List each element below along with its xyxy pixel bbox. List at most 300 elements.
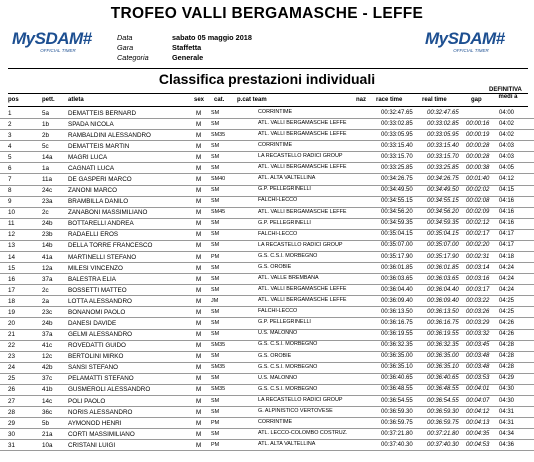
cell-pos: 6: [8, 164, 12, 172]
cell-race-time: 00:35:07.00: [381, 242, 413, 249]
cell-atleta: DELLA TORRE FRANCESCO: [68, 242, 153, 250]
cell-team: FALCHI-LECCO: [258, 230, 298, 237]
cell-team: ATL. VALLI BERGAMASCHE LEFFE: [258, 130, 347, 137]
cell-gap: 00:04:07: [466, 397, 490, 404]
cell-race-time: 00:37:40.30: [381, 441, 413, 448]
table-row: [0, 219, 534, 230]
cell-real-time: 00:36:54.55: [427, 397, 459, 404]
cell-atleta: MAGRI LUCA: [68, 153, 108, 161]
table-row: [0, 440, 534, 451]
cell-atleta: BERTOLINI MIRKO: [68, 353, 124, 361]
cell-pos: 23: [8, 353, 16, 361]
logo-brand-text: MySDAM: [12, 29, 83, 48]
cell-real-time: 00:36:35.00: [427, 353, 459, 360]
header-naz: naz: [356, 97, 367, 103]
cell-cat: SM: [211, 264, 220, 271]
cell-pett: 12a: [42, 264, 53, 272]
cell-pett: 2c: [42, 209, 49, 217]
cell-cat: SM: [211, 408, 220, 415]
cell-atleta: ZANABONI MASSIMILIANO: [68, 209, 148, 217]
cell-sex: M: [196, 109, 202, 117]
cell-race-time: 00:34:59.35: [381, 220, 413, 227]
table-row: [0, 241, 534, 252]
cell-gap: 00:04:53: [466, 441, 490, 448]
cell-cat: JM: [211, 297, 219, 304]
cell-medi: 04:15: [499, 187, 515, 194]
cell-race-time: 00:36:59.30: [381, 408, 413, 415]
cell-medi: 04:31: [499, 408, 515, 415]
cell-gap: 00:03:17: [466, 286, 490, 293]
meta-label-data: Data: [117, 33, 133, 42]
meta-labels: [117, 33, 149, 63]
table-row: [0, 341, 534, 352]
table-row: [0, 429, 534, 440]
cell-pett: 37c: [42, 375, 53, 383]
cell-race-time: 00:33:15.70: [381, 153, 413, 160]
cell-sex: M: [196, 419, 202, 427]
cell-team: U.S. MALONNO: [258, 374, 298, 381]
logo-subtext: OFFICIAL TIMER: [40, 48, 76, 53]
cell-pos: 19: [8, 308, 16, 316]
header-atleta: atleta: [68, 97, 84, 103]
cell-pett: 23b: [42, 231, 53, 239]
cell-pos: 18: [8, 297, 16, 305]
cell-race-time: 00:36:19.55: [381, 331, 413, 338]
cell-sex: M: [196, 364, 202, 372]
table-row: [0, 174, 534, 185]
cell-cat: SM: [211, 397, 220, 404]
cell-race-time: 00:35:04.15: [381, 231, 413, 238]
cell-atleta: DEMATTEIS MARTIN: [68, 142, 130, 150]
cell-race-time: 00:36:54.55: [381, 397, 413, 404]
cell-sex: M: [196, 286, 202, 294]
cell-cat: SM35: [211, 364, 226, 371]
cell-real-time: 00:32:47.65: [427, 109, 459, 116]
cell-race-time: 00:33:02.85: [381, 120, 413, 127]
cell-pos: 8: [8, 187, 12, 195]
cell-race-time: 00:33:15.40: [381, 142, 413, 149]
cell-medi: 04:02: [499, 131, 515, 138]
cell-sex: M: [196, 253, 202, 261]
table-row: [0, 197, 534, 208]
cell-gap: 00:00:28: [466, 153, 490, 160]
table-row: [0, 330, 534, 341]
cell-race-time: 00:36:59.75: [381, 419, 413, 426]
cell-race-time: 00:36:32.35: [381, 342, 413, 349]
cell-sex: M: [196, 131, 202, 139]
cell-pett: 1a: [42, 164, 50, 172]
cell-sex: M: [196, 153, 202, 161]
table-row: [0, 296, 534, 307]
cell-medi: 04:26: [499, 319, 515, 326]
cell-pett: 11a: [42, 175, 53, 183]
cell-medi: 04:30: [499, 386, 515, 393]
cell-sex: M: [196, 441, 202, 449]
cell-cat: SM40: [211, 175, 226, 182]
table-row: [0, 141, 534, 152]
cell-cat: SM: [211, 242, 220, 249]
cell-cat: SM45: [211, 209, 226, 216]
cell-real-time: 00:36:13.50: [427, 308, 459, 315]
cell-sex: M: [196, 209, 202, 217]
cell-sex: M: [196, 353, 202, 361]
cell-pett: 14c: [42, 397, 53, 405]
cell-pett: 36c: [42, 408, 53, 416]
logo-mark-icon: #: [82, 29, 92, 48]
cell-pett: 41c: [42, 342, 53, 350]
cell-atleta: BOTTARELLI ANDREA: [68, 220, 134, 228]
cell-real-time: 00:36:40.65: [427, 375, 459, 382]
cell-pos: 22: [8, 342, 16, 350]
table-row: [0, 152, 534, 163]
cell-real-time: 00:35:04.15: [427, 231, 459, 238]
cell-gap: 00:04:35: [466, 430, 490, 437]
cell-real-time: 00:36:48.55: [427, 386, 459, 393]
cell-team: LA RECASTELLO RADICI GROUP: [258, 396, 343, 403]
cell-team: ATL. VALLI BERGAMASCHE LEFFE: [258, 164, 347, 171]
cell-team: G. ALPINISTICO VERTOVESE: [258, 407, 333, 414]
meta-value-categoria: Generale: [172, 53, 204, 62]
meta-label-categoria: Categoria: [117, 53, 149, 62]
cell-cat: SM: [211, 308, 220, 315]
header-pos: pos: [8, 97, 19, 103]
results-table: [0, 108, 534, 451]
cell-atleta: BOSSETTI MATTEO: [68, 286, 127, 294]
cell-medi: 04:28: [499, 342, 515, 349]
header-medi: medi a: [498, 94, 518, 100]
cell-race-time: 00:33:05.95: [381, 131, 413, 138]
table-row: [0, 418, 534, 429]
cell-atleta: SANSI STEFANO: [68, 364, 119, 372]
cell-gap: 00:02:02: [466, 187, 490, 194]
cell-atleta: MARTINELLI STEFANO: [68, 253, 137, 261]
cell-cat: SM35: [211, 131, 226, 138]
cell-medi: 04:26: [499, 331, 515, 338]
cell-race-time: 00:34:55.15: [381, 198, 413, 205]
cell-atleta: DEMATTEIS BERNARD: [68, 109, 137, 117]
cell-team: ATL. VALLI BERGAMASCHE LEFFE: [258, 119, 347, 126]
cell-team: LA RECASTELLO RADICI GROUP: [258, 241, 343, 248]
logo-mark-icon: #: [495, 29, 505, 48]
table-row: [0, 307, 534, 318]
cell-real-time: 00:34:49.50: [427, 187, 459, 194]
header-cat: cat.: [214, 97, 225, 103]
cell-cat: SM: [211, 142, 220, 149]
cell-atleta: CRISTANI LUIGI: [68, 441, 116, 449]
cell-gap: 00:02:08: [466, 198, 490, 205]
cell-pos: 21: [8, 331, 16, 339]
cell-cat: SM: [211, 153, 220, 160]
mysdam-logo-left: [12, 30, 104, 56]
cell-gap: 00:03:48: [466, 364, 490, 371]
cell-real-time: 00:34:56.20: [427, 209, 459, 216]
divider-header-bottom: [8, 106, 528, 107]
cell-team: G.P. PELLEGRINELLI: [258, 219, 311, 226]
cell-medi: 04:34: [499, 430, 515, 437]
cell-medi: 04:25: [499, 297, 515, 304]
cell-atleta: LOTTA ALESSANDRO: [68, 297, 132, 305]
cell-race-time: 00:35:17.90: [381, 253, 413, 260]
cell-pos: 28: [8, 408, 16, 416]
cell-pos: 30: [8, 430, 16, 438]
cell-team: ATL. ALTA VALTELLINA: [258, 175, 316, 182]
cell-team: ATL. ALTA VALTELLINA: [258, 441, 316, 448]
cell-medi: 04:03: [499, 142, 515, 149]
cell-cat: SM: [211, 109, 220, 116]
cell-gap: 00:03:32: [466, 331, 490, 338]
cell-team: ATL. VALLI BERGAMASCHE LEFFE: [258, 286, 347, 293]
cell-team: LA RECASTELLO RADICI GROUP: [258, 153, 343, 160]
cell-team: G.S. C.S.I. MORBEGNO: [258, 385, 318, 392]
cell-race-time: 00:36:16.75: [381, 319, 413, 326]
cell-race-time: 00:36:13.50: [381, 308, 413, 315]
cell-gap: 00:02:20: [466, 242, 490, 249]
cell-team: G.P. PELLEGRINELLI: [258, 319, 311, 326]
table-row: [0, 186, 534, 197]
cell-team: CORRINTIME: [258, 108, 293, 115]
page-title: Classifica prestazioni individuali: [158, 71, 376, 87]
table-row: [0, 230, 534, 241]
cell-real-time: 00:34:26.75: [427, 175, 459, 182]
cell-real-time: 00:36:01.85: [427, 264, 459, 271]
cell-sex: M: [196, 397, 202, 405]
cell-gap: 00:02:31: [466, 253, 490, 260]
cell-cat: SM: [211, 120, 220, 127]
cell-atleta: RADAELLI EROS: [68, 231, 119, 239]
cell-team: FALCHI-LECCO: [258, 197, 298, 204]
cell-race-time: 00:34:26.75: [381, 175, 413, 182]
cell-team: G.S. OROBIE: [258, 352, 292, 359]
cell-medi: 04:36: [499, 441, 515, 448]
cell-medi: 04:28: [499, 353, 515, 360]
cell-sex: M: [196, 386, 202, 394]
cell-sex: M: [196, 242, 202, 250]
cell-race-time: 00:36:03.65: [381, 275, 413, 282]
cell-atleta: GELMI ALESSANDRO: [68, 331, 133, 339]
table-row: [0, 374, 534, 385]
cell-pos: 20: [8, 319, 16, 327]
meta-label-gara: Gara: [117, 43, 134, 52]
cell-pos: 31: [8, 441, 16, 449]
cell-pett: 24c: [42, 187, 53, 195]
cell-cat: SM: [211, 319, 220, 326]
cell-cat: SM: [211, 164, 220, 171]
cell-real-time: 00:33:02.85: [427, 120, 459, 127]
cell-race-time: 00:34:49.50: [381, 187, 413, 194]
cell-race-time: 00:34:56.20: [381, 209, 413, 216]
cell-cat: SM: [211, 220, 220, 227]
header-sex: sex: [194, 97, 205, 103]
cell-cat: PM: [211, 253, 220, 260]
table-row: [0, 318, 534, 329]
cell-gap: 00:04:12: [466, 408, 490, 415]
cell-real-time: 00:35:07.00: [427, 242, 459, 249]
cell-pett: 37a: [42, 275, 53, 283]
divider-top: [8, 68, 528, 69]
cell-team: G.P. PELLEGRINELLI: [258, 186, 311, 193]
cell-pett: 2c: [42, 286, 49, 294]
cell-atleta: RAMBALDINI ALESSANDRO: [68, 131, 151, 139]
cell-team: CORRINTIME: [258, 142, 293, 149]
cell-pos: 27: [8, 397, 16, 405]
cell-medi: 04:31: [499, 419, 515, 426]
cell-atleta: BONANOMI PAOLO: [68, 308, 126, 316]
cell-sex: M: [196, 297, 202, 305]
cell-pett: 21a: [42, 430, 53, 438]
cell-real-time: 00:36:35.10: [427, 364, 459, 371]
cell-medi: 04:12: [499, 175, 515, 182]
cell-race-time: 00:32:47.65: [381, 109, 413, 116]
cell-real-time: 00:36:04.40: [427, 286, 459, 293]
table-row: [0, 396, 534, 407]
cell-sex: M: [196, 198, 202, 206]
cell-real-time: 00:33:15.40: [427, 142, 459, 149]
cell-atleta: POLI PAOLO: [68, 397, 106, 405]
cell-atleta: AYMONOD HENRI: [68, 419, 122, 427]
divider-header-top: [8, 93, 528, 94]
cell-medi: 04:17: [499, 231, 515, 238]
table-row: [0, 407, 534, 418]
table-row: [0, 108, 534, 119]
cell-medi: 04:02: [499, 120, 515, 127]
cell-pos: 2: [8, 120, 12, 128]
header-team: p.cat team: [237, 97, 267, 103]
cell-medi: 04:16: [499, 198, 515, 205]
cell-cat: PM: [211, 441, 220, 448]
cell-medi: 04:18: [499, 253, 515, 260]
cell-race-time: 00:36:04.40: [381, 286, 413, 293]
cell-atleta: ZANONI MARCO: [68, 187, 117, 195]
cell-pett: 23c: [42, 308, 53, 316]
cell-medi: 04:16: [499, 220, 515, 227]
cell-pett: 37a: [42, 331, 53, 339]
cell-sex: M: [196, 120, 202, 128]
cell-medi: 04:24: [499, 264, 515, 271]
cell-sex: M: [196, 342, 202, 350]
cell-sex: M: [196, 175, 202, 183]
cell-pett: 41a: [42, 253, 53, 261]
cell-gap: 00:02:17: [466, 231, 490, 238]
cell-pett: 24b: [42, 319, 53, 327]
header-race-time: race time: [376, 97, 403, 103]
header-real-time: real time: [422, 97, 447, 103]
cell-pos: 9: [8, 198, 12, 206]
cell-gap: 00:00:38: [466, 164, 490, 171]
cell-gap: 00:01:40: [466, 175, 490, 182]
cell-pos: 13: [8, 242, 16, 250]
cell-cat: SM35: [211, 342, 226, 349]
cell-pett: 2b: [42, 131, 50, 139]
cell-real-time: 00:36:59.30: [427, 408, 459, 415]
cell-race-time: 00:36:09.40: [381, 297, 413, 304]
cell-sex: M: [196, 164, 202, 172]
cell-pos: 5: [8, 153, 12, 161]
table-row: [0, 274, 534, 285]
cell-team: ATL. VALLI BERGAMASCHE LEFFE: [258, 208, 347, 215]
cell-atleta: BALESTRA ELIA: [68, 275, 116, 283]
table-row: [0, 263, 534, 274]
cell-sex: M: [196, 331, 202, 339]
cell-pett: 1b: [42, 120, 50, 128]
cell-pos: 25: [8, 375, 16, 383]
cell-team: ATL. VALLI BERGAMASCHE LEFFE: [258, 297, 347, 304]
cell-pos: 14: [8, 253, 16, 261]
cell-atleta: BRAMBILLA DANILO: [68, 198, 129, 206]
meta-values: [172, 33, 252, 63]
cell-gap: 00:00:19: [466, 131, 490, 138]
cell-medi: 04:28: [499, 364, 515, 371]
table-row: [0, 163, 534, 174]
cell-sex: M: [196, 220, 202, 228]
status-subtitle: DEFINITIVA: [489, 87, 522, 93]
cell-cat: SM35: [211, 386, 226, 393]
cell-team: G.S. C.S.I. MORBEGNO: [258, 363, 318, 370]
table-row: [0, 352, 534, 363]
cell-gap: 00:03:45: [466, 342, 490, 349]
cell-race-time: 00:36:35.00: [381, 353, 413, 360]
cell-gap: 00:04:13: [466, 419, 490, 426]
cell-race-time: 00:37:21.80: [381, 430, 413, 437]
cell-real-time: 00:34:55.15: [427, 198, 459, 205]
cell-pos: 4: [8, 142, 12, 150]
cell-sex: M: [196, 231, 202, 239]
cell-team: CORRINTIME: [258, 418, 293, 425]
cell-pett: 42b: [42, 364, 53, 372]
cell-gap: 00:03:14: [466, 264, 490, 271]
cell-cat: SM: [211, 430, 220, 437]
cell-real-time: 00:36:03.65: [427, 275, 459, 282]
cell-pos: 26: [8, 386, 16, 394]
cell-pett: 5a: [42, 109, 50, 117]
cell-atleta: MILESI VINCENZO: [68, 264, 123, 272]
cell-sex: M: [196, 142, 202, 150]
table-header: [0, 95, 534, 106]
cell-real-time: 00:34:59.35: [427, 220, 459, 227]
cell-cat: SM: [211, 353, 220, 360]
cell-sex: M: [196, 187, 202, 195]
cell-pos: 16: [8, 275, 16, 283]
cell-gap: 00:02:09: [466, 209, 490, 216]
cell-pett: 41b: [42, 386, 53, 394]
cell-atleta: PELAMATTI STEFANO: [68, 375, 134, 383]
cell-pett: 14b: [42, 242, 53, 250]
cell-team: FALCHI-LECCO: [258, 308, 298, 315]
cell-atleta: GUSMEROLI ALESSANDRO: [68, 386, 151, 394]
cell-real-time: 00:33:15.70: [427, 153, 459, 160]
cell-real-time: 00:36:16.75: [427, 319, 459, 326]
cell-gap: 00:03:26: [466, 308, 490, 315]
cell-team: ATL. LECCO-COLOMBO COSTRUZ.: [258, 430, 348, 437]
cell-medi: 04:16: [499, 209, 515, 216]
cell-sex: M: [196, 375, 202, 383]
cell-gap: 00:00:16: [466, 120, 490, 127]
logo-subtext: OFFICIAL TIMER: [453, 48, 489, 53]
cell-gap: 00:03:53: [466, 375, 490, 382]
cell-team: G.S. OROBIE: [258, 263, 292, 270]
cell-sex: M: [196, 308, 202, 316]
cell-gap: 00:03:29: [466, 319, 490, 326]
cell-pett: 2a: [42, 297, 50, 305]
cell-pos: 1: [8, 109, 12, 117]
cell-cat: SM: [211, 275, 220, 282]
cell-gap: 00:04:01: [466, 386, 490, 393]
cell-gap: 00:02:12: [466, 220, 490, 227]
cell-team: ATL. VALLE BREMBANA: [258, 274, 319, 281]
cell-medi: 04:24: [499, 286, 515, 293]
cell-race-time: 00:36:48.55: [381, 386, 413, 393]
table-row: [0, 208, 534, 219]
cell-sex: M: [196, 275, 202, 283]
